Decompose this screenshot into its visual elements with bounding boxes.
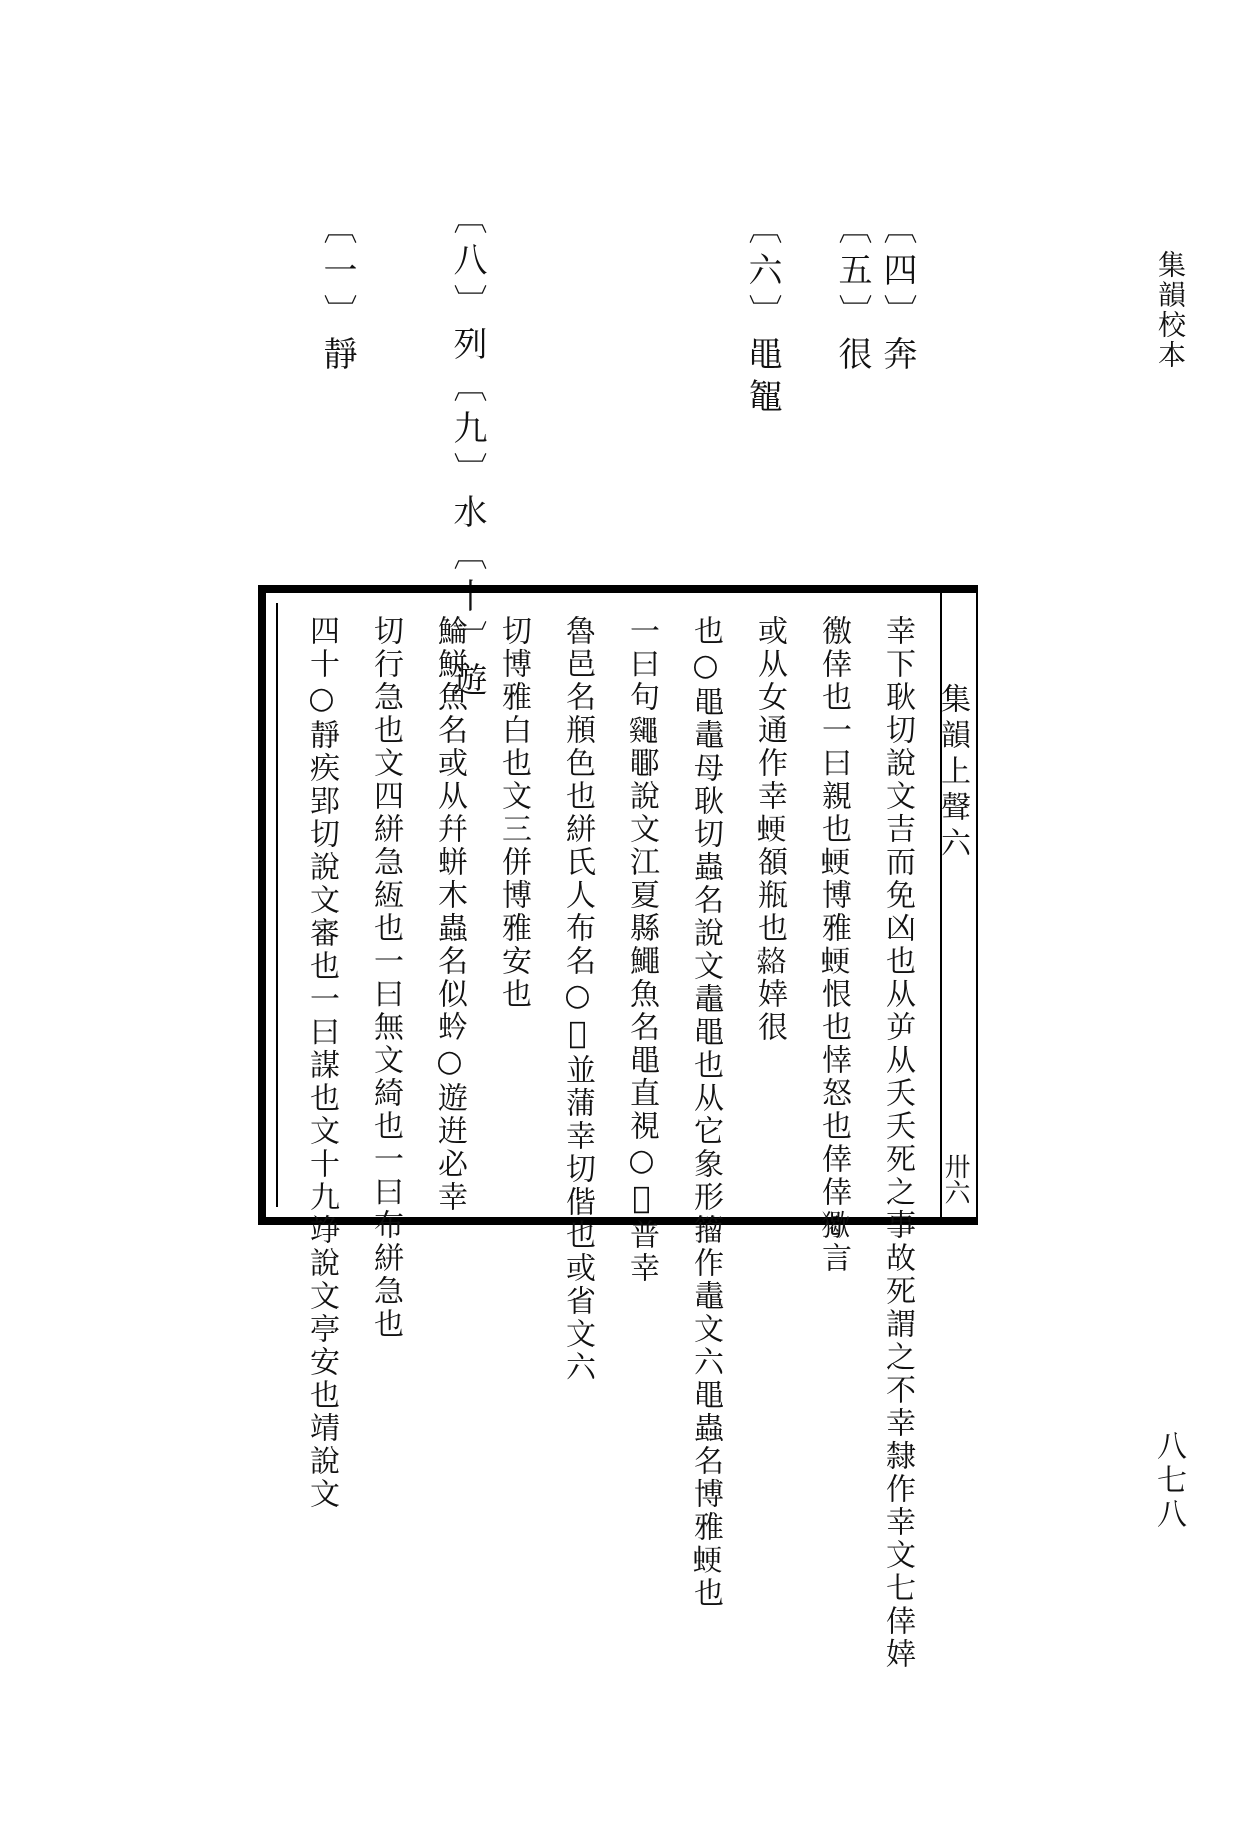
- text-column: 魯邑名頩色也絣氏人布名○𠐸並蒲幸切偕也或省文六: [560, 615, 595, 1384]
- block-margin-title: 集韻上聲六: [935, 683, 970, 863]
- collation-note: 〔一〕靜: [317, 210, 357, 378]
- collation-note: 〔八〕列〔九〕水〔十〕遊: [447, 200, 487, 704]
- text-column: 徼倖也一曰親也𧋑博雅𧋑恨也悻怒也倖倖𤢔言: [816, 615, 851, 1275]
- collation-note: 〔六〕黽鼅: [742, 210, 782, 420]
- text-column: 四十○靜疾郢切說文審也一曰謀也文十九竫說文亭安也靖說文: [304, 615, 339, 1511]
- running-head: 集韻校本: [1154, 250, 1187, 370]
- text-column: 切博雅白也文三併博雅安也: [496, 615, 531, 1011]
- text-column: 鯩鮩魚名或从幷蛢木蟲名似蚙○遊逬必幸: [432, 615, 467, 1214]
- woodblock-page-frame: [258, 585, 978, 1671]
- text-column: 切行急也文四絣急絚也一曰無文綺也一曰布絣急也: [368, 615, 403, 1341]
- text-column: 幸下耿切說文吉而免凶也从屰从夭夭死之事故死謂之不幸隸作幸文七倖婞: [880, 615, 915, 1671]
- text-column: 也○黽鼃母耿切蟲名說文鼃黽也从它象形籀作鼃文六黽蟲名博雅𧋑也: [688, 615, 723, 1610]
- collation-note: 〔五〕很: [832, 210, 872, 378]
- text-column: 或从女通作幸𧋑頟瓶也𦃆婞很: [752, 615, 787, 1044]
- text-column: 一曰句𪓷鄳說文江夏縣鱦魚名黽直視○𤚐普幸: [624, 615, 659, 1285]
- collation-note: 〔四〕奔: [877, 210, 917, 378]
- page-number: 八七八: [1151, 1430, 1186, 1532]
- block-margin-leaf: 卅六: [940, 1153, 970, 1205]
- text-area: [276, 603, 964, 1671]
